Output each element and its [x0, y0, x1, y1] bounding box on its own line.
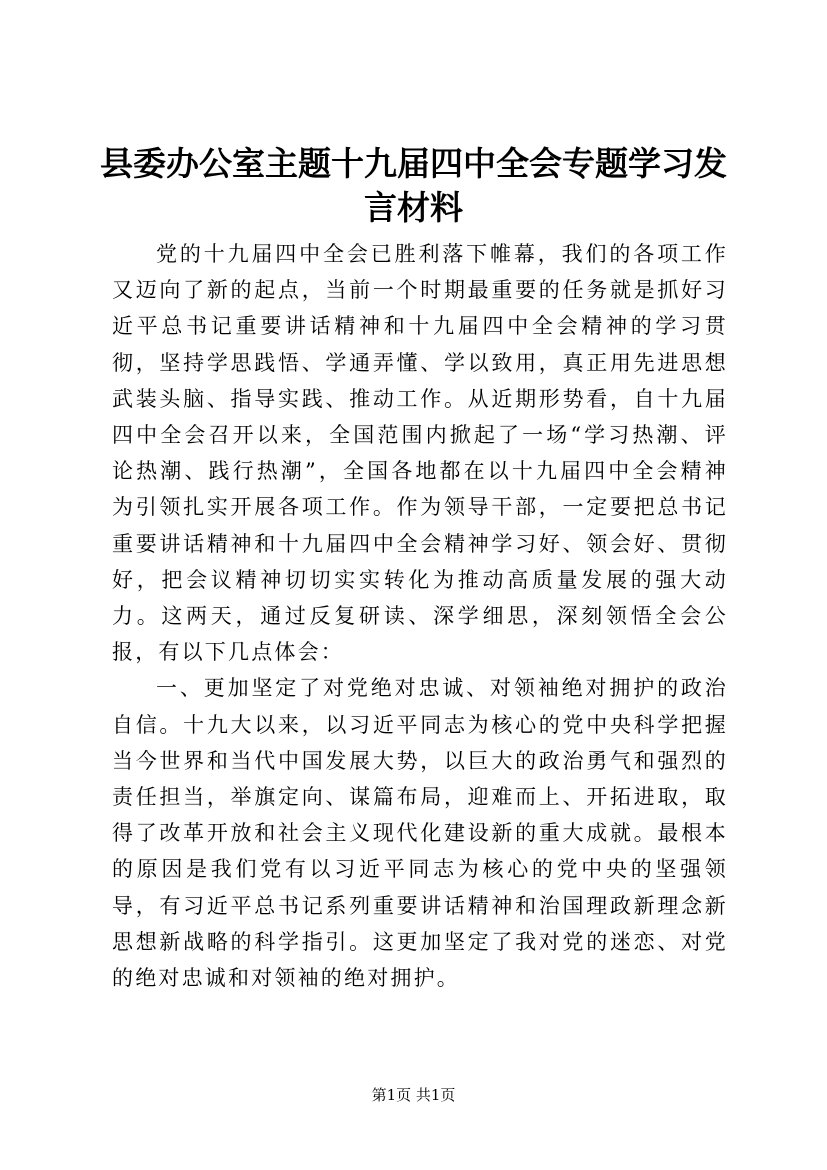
document-title: 县委办公室主题十九届四中全会专题学习发言材料 [100, 144, 727, 227]
body-paragraph-2: 一、更加坚定了对党绝对忠诚、对领袖绝对拥护的政治自信。十九大以来，以习近平同志为核心的党中央科学把握当今世界和当代中国发展大势，以巨大的政治勇气和强烈的责任担当，举旗定向、谋篇布局，迎难而上、开拓进取，取得了改革开放和社会主义现代化建设新的重大成就。最根本的原因是我们党有以习近平同志为核心的党中央的坚强领导，有习近平总书记系列重要讲话精神和治国理政新理念新思想新战略的科学指引。这更加坚定了我对党的迷恋、对党的绝对忠诚和对领袖的绝对拥护。 [112, 676, 728, 991]
body-paragraph-1: 党的十九届四中全会已胜利落下帷幕，我们的各项工作又迈向了新的起点，当前一个时期最重要的任务就是抓好习近平总书记重要讲话精神和十九届四中全会精神的学习贯彻，坚持学思践悟、学通弄懂、学以致用，真正用先进思想武装头脑、指导实践、推动工作。从近期形势看，自十九届四中全会召开以来，全国范围内掀起了一场“学习热潮、评论热潮、践行热潮”，全国各地都在以十九届四中全会精神为引领扎实开展各项工作。作为领导干部，一定要把总书记重要讲话精神和十九届四中全会精神学习好、领会好、贯彻好，把会议精神切切实实转化为推动高质量发展的强大动力。这两天，通过反复研读、深学细思，深刻领悟全会公报，有以下几点体会： [112, 242, 728, 665]
document-body [112, 236, 728, 996]
page-footer: 第1页 共1页 [371, 1086, 456, 1104]
